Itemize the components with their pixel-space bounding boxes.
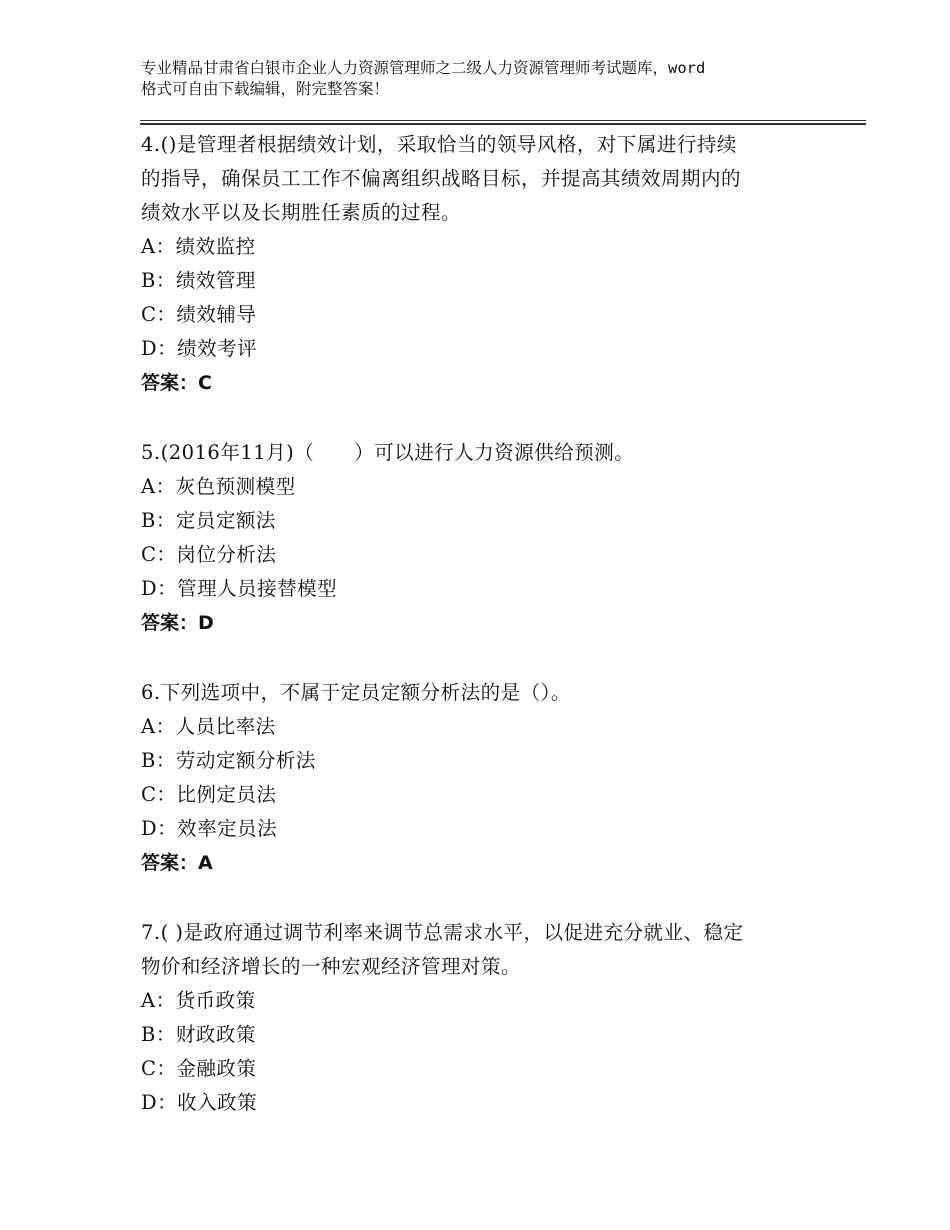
option-d: D：收入政策 [141,1091,258,1114]
option-d: D：管理人员接替模型 [141,577,338,600]
header-line-1: 专业精品甘肃省白银市企业人力资源管理师之二级人力资源管理师考试题库，word [141,59,706,77]
option-c: C：金融政策 [141,1057,257,1080]
question-text-line: 4.()是管理者根据绩效计划，采取恰当的领导风格，对下属进行持续 [141,133,737,156]
question-text-line: 5.(2016年11月)（ ）可以进行人力资源供给预测。 [141,441,635,464]
option-c: C：岗位分析法 [141,543,277,566]
option-c: C：绩效辅导 [141,303,257,326]
question-7 [141,916,821,1120]
question-text-line: 的指导，确保员工工作不偏离组织战略目标，并提高其绩效周期内的 [141,167,742,190]
option-b: B：绩效管理 [141,269,256,292]
option-d: D：效率定员法 [141,817,278,840]
question-text-line: 6.下列选项中，不属于定员定额分析法的是（）。 [141,681,571,704]
option-c: C：比例定员法 [141,783,277,806]
answer-label: 答案：C [141,372,212,394]
question-5 [141,436,821,640]
header-line-2: 格式可自由下载编辑，附完整答案！ [141,80,390,98]
question-text-line: 7.( )是政府通过调节利率来调节总需求水平，以促进充分就业、稳定 [141,921,744,944]
option-a: A：灰色预测模型 [141,475,296,498]
option-b: B：财政政策 [141,1023,256,1046]
option-b: B：劳动定额分析法 [141,749,316,772]
option-a: A：货币政策 [141,989,256,1012]
document-header [141,58,841,100]
option-a: A：人员比率法 [141,715,276,738]
question-6 [141,676,821,880]
option-a: A：绩效监控 [141,235,256,258]
question-4 [141,128,821,400]
question-text-line: 绩效水平以及长期胜任素质的过程。 [141,201,462,224]
header-divider-thin [140,120,866,121]
option-d: D：绩效考评 [141,337,258,360]
header-divider-thick [140,123,866,125]
option-b: B：定员定额法 [141,509,276,532]
answer-label: 答案：A [141,852,213,874]
question-text-line: 物价和经济增长的一种宏观经济管理对策。 [141,955,522,978]
answer-label: 答案：D [141,612,214,634]
question-list [141,128,821,1120]
